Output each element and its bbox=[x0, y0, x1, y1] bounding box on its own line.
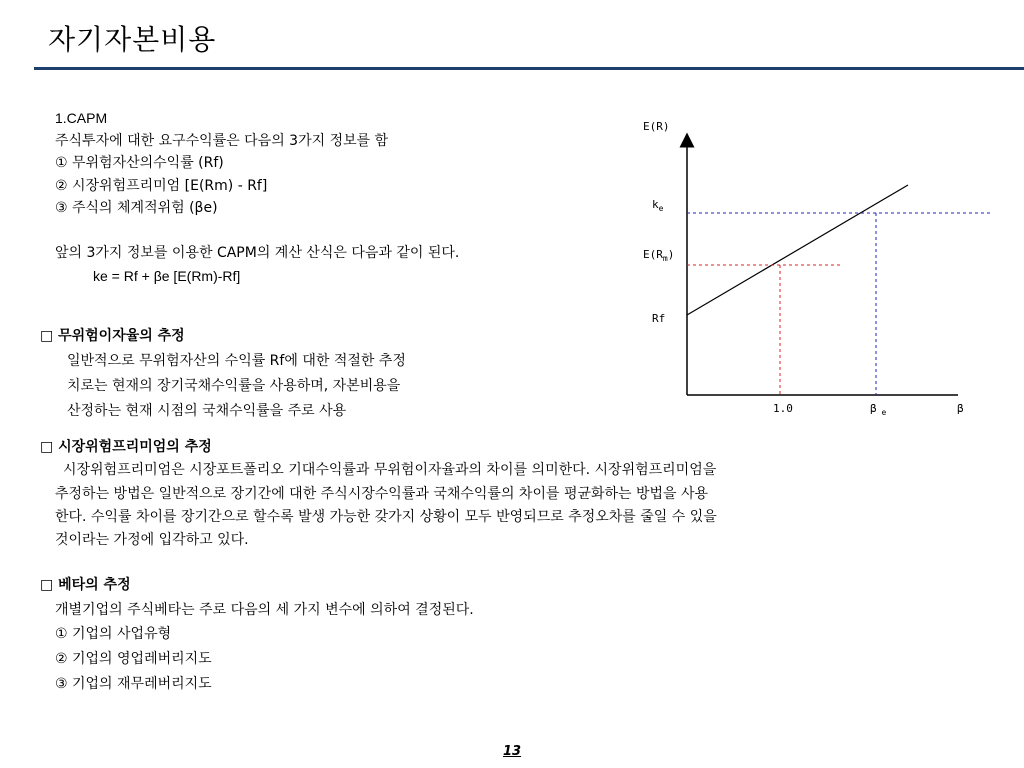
premium-line-1: 시장위험프리미엄은 시장포트폴리오 기대수익률과 무위험이자율과의 차이를 의미한다. 시장위험프리미엄을 bbox=[63, 462, 717, 478]
page-number: 13 bbox=[503, 744, 522, 759]
beta-item-2: ② 기업의 영업레버리지도 bbox=[55, 651, 212, 667]
page-title: 자기자본비용 bbox=[48, 23, 217, 56]
x-tick-one: 1.0 bbox=[773, 402, 793, 415]
capm-heading: 1.CAPM bbox=[55, 110, 108, 126]
riskfree-line-1: 일반적으로 무위험자산의 수익률 Rf에 대한 적절한 추정 bbox=[67, 353, 406, 369]
capm-formula-intro: 앞의 3가지 정보를 이용한 CAPM의 계산 산식은 다음과 같이 된다. bbox=[55, 245, 460, 261]
riskfree-line-3: 산정하는 현재 시점의 국채수익률을 주로 사용 bbox=[67, 403, 347, 419]
y-tick-rf: Rf bbox=[652, 312, 666, 325]
premium-line-2: 추정하는 방법은 일반적으로 장기간에 대한 주식시장수익률과 국채수익률의 차이를 평균화하는 방법을 사용 bbox=[55, 486, 709, 502]
capm-intro: 주식투자에 대한 요구수익률은 다음의 3가지 정보를 함 bbox=[55, 133, 389, 149]
beta-item-3: ③ 기업의 재무레버리지도 bbox=[55, 676, 212, 692]
capm-item-1: ① 무위험자산의수익률 (Rf) bbox=[55, 155, 224, 171]
capm-item-2: ② 시장위험프리미엄 [E(Rm) - Rf] bbox=[55, 178, 268, 194]
capm-item-3: ③ 주식의 체계적위험 (βe) bbox=[55, 200, 218, 216]
x-axis-label: β bbox=[957, 402, 964, 415]
beta-intro: 개별기업의 주식베타는 주로 다음의 세 가지 변수에 의하여 결정된다. bbox=[55, 602, 474, 618]
premium-line-4: 것이라는 가정에 입각하고 있다. bbox=[55, 532, 249, 548]
y-tick-erm: $E(R_m)$ bbox=[643, 248, 675, 263]
riskfree-heading: □ 무위험이자율의 추정 bbox=[40, 328, 185, 344]
premium-line-3: 한다. 수익률 차이를 장기간으로 할수록 발생 가능한 갖가지 상황이 모두 반영되므로 추정오차를 줄일 수 있을 bbox=[55, 509, 717, 525]
x-tick-betae: β $_e$ bbox=[870, 402, 887, 417]
beta-item-1: ① 기업의 사업유형 bbox=[55, 626, 172, 642]
riskfree-line-2: 치로는 현재의 장기국채수익률을 사용하며, 자본비용을 bbox=[67, 378, 401, 394]
y-tick-ke: $k_e$ bbox=[652, 198, 664, 213]
y-axis-label: E(R) bbox=[643, 120, 670, 133]
premium-heading: □ 시장위험프리미엄의 추정 bbox=[40, 439, 212, 455]
capm-formula: ke = Rf + βe [E(Rm)-Rf] bbox=[93, 268, 241, 284]
beta-heading: □ 베타의 추정 bbox=[40, 577, 131, 593]
sml-line bbox=[687, 185, 908, 315]
